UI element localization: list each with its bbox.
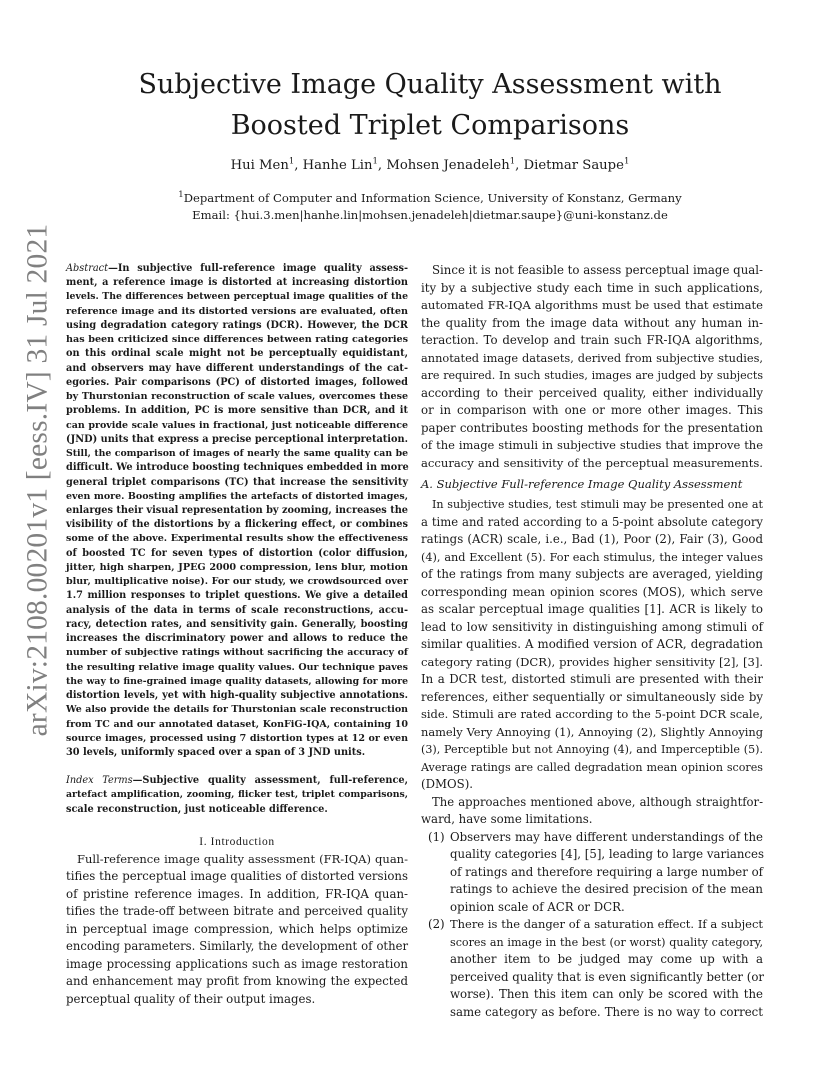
- paragraph: [421, 496, 763, 794]
- text-line: (3), Perceptible but not Annoying (4), and Imperceptible (5).: [421, 743, 763, 756]
- text-line: perceived quality that is even significantly better (or: [450, 969, 765, 984]
- list-item-number: (2): [428, 917, 445, 931]
- text-line: Observers may have different understandings of the: [450, 829, 763, 844]
- text-line: ratings (ACR) scale, i.e., Bad (1), Poor (2), Fair (3), Good: [421, 532, 763, 546]
- title-line: Boosted Triplet Comparisons: [230, 110, 630, 141]
- text-line: has been criticized since differences between rating categories: [66, 334, 408, 346]
- text-line: levels. The differences between perceptual image qualities of the: [66, 291, 408, 303]
- text-line: (JND) units that express a precise perceptional interpretation.: [66, 433, 408, 445]
- abstract-text: In subjective full-reference image quality assess-: [117, 263, 408, 274]
- affiliation-mark: 1: [178, 190, 184, 201]
- arxiv-sidebar: [18, 223, 58, 737]
- limitations-list: [421, 829, 763, 1022]
- text-line: or in comparison with one or more other images. This: [421, 403, 763, 417]
- text-line: 1.7 million responses to triplet questions. We give a detailed: [66, 590, 408, 602]
- text-line: perceptual quality of their output images.: [66, 991, 316, 1006]
- text-line: tifies the trade-off between bitrate and perceived quality: [66, 904, 408, 919]
- text-line: encoding parameters. Similarly, the development of other: [66, 939, 408, 954]
- text-line: In subjective studies, test stimuli may be presented one at: [432, 498, 763, 511]
- text-line: egories. Pair comparisons (PC) of distorted images, followed: [66, 376, 408, 388]
- text-line: corresponding mean opinion scores (MOS), which serve: [421, 584, 763, 599]
- text-line: 30 levels, uniformly spaced over a span of 3 JND units.: [66, 746, 366, 758]
- text-line: (DMOS).: [421, 777, 474, 791]
- text-line: accuracy and sensitivity of the perceptual measurements.: [421, 455, 763, 470]
- text-line: of the image stimuli in subjective studies that improve the: [421, 438, 763, 452]
- text-line: same category as before. There is no way to correct: [450, 1004, 763, 1019]
- text-line: are required. In such studies, images are judged by subjects: [421, 369, 763, 382]
- text-line: Full-reference image quality assessment (FR-IQA) quan-: [77, 851, 408, 866]
- text-line: and observers may have different understandings of the cat-: [66, 362, 408, 374]
- text-line: lead to low sensitivity in distinguishing among stimuli of: [421, 619, 763, 634]
- text-line: category rating (DCR), provides higher sensitivity [2], [3].: [421, 654, 763, 669]
- text-line: as scalar perceptual image qualities [1]. ACR is likely to: [421, 602, 763, 616]
- text-line: increases the discriminatory power and allows to reduce the: [66, 633, 408, 645]
- index-terms-text: Subjective quality assessment, full-reference,: [142, 775, 408, 787]
- text-line: (4), and Excellent (5). For each stimulus, the integer values: [421, 550, 763, 564]
- author-separator: ,: [377, 158, 387, 173]
- paragraph: [421, 262, 763, 472]
- text-line: The approaches mentioned above, although straightfor-: [432, 794, 763, 809]
- affiliation: [70, 191, 790, 205]
- arxiv-identifier: arXiv:2108.00201v1 [eess.IV] 31 Jul 2021: [21, 223, 54, 737]
- abstract: [66, 262, 408, 760]
- text-line: side. Stimuli are rated according to the 5-point DCR scale,: [421, 707, 763, 721]
- author-separator: ,: [294, 158, 303, 173]
- paragraph: [421, 794, 763, 829]
- text-line: a time and rated according to a 5-point absolute category: [421, 514, 763, 529]
- affiliation-mark: 1: [372, 156, 378, 167]
- text-line: worse). Then this item can only be scored with the: [450, 987, 763, 1001]
- right-column: [421, 262, 763, 1021]
- text-line: the resulting relative image quality values. Our technique paves: [66, 661, 408, 673]
- text-line: some of the above. Experimental results show the effectiveness: [66, 533, 408, 545]
- affiliation-mark: 1: [288, 156, 295, 167]
- text-line: distortion levels, yet with high-quality subjective annotations.: [66, 690, 408, 702]
- text-line: enlarges their visual representation by zooming, increases the: [66, 504, 408, 516]
- text-line: tifies the perceptual image qualities of distorted versions: [66, 869, 408, 884]
- text-line: In a DCR test, distorted stimuli are presented with their: [421, 672, 763, 686]
- affiliation-mark: 1: [623, 156, 630, 167]
- author-name: Mohsen Jenadeleh: [386, 158, 510, 173]
- text-line: Since it is not feasible to assess perceptual image qual-: [432, 263, 763, 277]
- text-line: paper contributes boosting methods for the presentation: [421, 420, 763, 435]
- text-line: references, either sequentially or simultaneously side by: [421, 689, 763, 704]
- text-line: similar qualities. A modified version of ACR, degradation: [421, 637, 763, 651]
- text-line: opinion scale of ACR or DCR.: [450, 899, 625, 914]
- left-column: [66, 262, 408, 1008]
- author-name: Hanhe Lin: [302, 158, 373, 173]
- section-heading: I. Introduction: [199, 835, 275, 848]
- affiliation-text: Department of Computer and Information Science, University of Konstanz, Germany: [183, 191, 682, 205]
- text-line: in perceptual image compression, which helps optimize: [66, 921, 408, 936]
- email-line: Email: {hui.3.men|hanhe.lin|mohsen.jenadeleh|dietmar.saupe}@uni-konstanz.de: [192, 208, 668, 222]
- text-line: scale reconstruction, just noticeable difference.: [66, 803, 328, 815]
- author-name: Dietmar Saupe: [523, 158, 624, 173]
- text-line: artefact amplification, zooming, flicker test, triplet comparisons,: [66, 789, 408, 801]
- list-item-number: (1): [428, 829, 445, 844]
- text-line: using degradation category ratings (DCR). However, the DCR: [66, 319, 408, 331]
- text-line: analysis of the data in terms of scale reconstructions, accu-: [66, 604, 408, 616]
- intro-paragraph: [66, 851, 408, 1009]
- text-line: Average ratings are called degradation mean opinion scores: [421, 760, 763, 774]
- paper-title: [70, 64, 790, 146]
- text-line: jitter, high sharpen, JPEG 2000 compression, lens blur, motion: [66, 561, 408, 573]
- author-separator: ,: [515, 158, 524, 173]
- text-line: of pristine reference images. In addition, FR-IQA quan-: [66, 886, 408, 901]
- text-line: ratings to achieve the desired precision of the mean: [450, 882, 763, 896]
- abstract-line: Abstract—In subjective full-reference image quality assess-: [66, 263, 408, 274]
- text-line: according to their perceived quality, either individually: [421, 385, 763, 400]
- text-line: source images, processed using 7 distortion types at 12 or even: [66, 732, 408, 744]
- text-line: by Thurstonian reconstruction of scale values, overcomes these: [66, 391, 408, 403]
- author-list: [70, 158, 790, 173]
- text-line: image processing applications such as image restoration: [66, 956, 408, 971]
- text-line: visibility of the distortions by a flickering effect, or combines: [66, 519, 408, 531]
- text-line: can provide scale values in fractional, just noticeable difference: [66, 419, 408, 431]
- text-line: from TC and our annotated dataset, KonFiG-IQA, containing 10: [66, 718, 408, 730]
- text-line: problems. In addition, PC is more sensitive than DCR, and it: [66, 405, 408, 417]
- text-line: annotated image datasets, derived from subjective studies,: [421, 350, 763, 365]
- text-line: Still, the comparison of images of nearly the same quality can be: [66, 448, 408, 460]
- text-line: ment, a reference image is distorted at increasing distortion: [66, 277, 408, 289]
- list-item: [421, 829, 763, 917]
- text-line: even more. Boosting amplifies the artefacts of distorted images,: [66, 490, 408, 502]
- text-line: and enhancement may profit from knowing the expected: [66, 974, 408, 989]
- abstract-label: Abstract: [66, 263, 109, 274]
- text-line: We also provide the details for Thurstonian scale reconstruction: [66, 704, 408, 716]
- author-name: Hui Men: [230, 158, 289, 173]
- title-line: Subjective Image Quality Assessment with: [138, 69, 722, 100]
- text-line: difficult. We introduce boosting techniques embedded in more: [66, 462, 409, 474]
- subsection-heading: A. Subjective Full-reference Image Quality Assessment: [421, 477, 743, 491]
- affiliation-mark: 1: [509, 156, 516, 167]
- text-line: namely Very Annoying (1), Annoying (2), Slightly Annoying: [421, 724, 763, 739]
- list-item: [421, 916, 763, 1021]
- index-terms: [66, 774, 408, 817]
- text-line: ward, have some limitations.: [421, 812, 593, 826]
- text-line: blur, multiplicative noise). For our study, we crowdsourced over: [66, 576, 408, 588]
- text-line: ity by a subjective study each time in such applications,: [421, 280, 763, 295]
- text-line: the way to fine-grained image quality datasets, allowing for more: [66, 675, 408, 687]
- text-line: automated FR-IQA algorithms must be used that estimate: [421, 298, 763, 312]
- text-line: reference image and its distorted versions are evaluated, often: [66, 305, 408, 317]
- text-line: another item to be judged may come up with a: [450, 952, 763, 966]
- text-line: scores an image in the best (or worst) quality category,: [450, 935, 763, 949]
- index-terms-label: Index Terms: [66, 775, 133, 787]
- text-line: quality categories [4], [5], leading to large variances: [450, 847, 764, 861]
- index-terms-line: Index Terms—Subjective quality assessment, full-reference,: [66, 775, 408, 787]
- text-line: number of subjective ratings without sacrificing the accuracy of: [66, 647, 408, 659]
- text-line: general triplet comparisons (TC) that increase the sensitivity: [66, 476, 408, 488]
- text-line: the quality from the image data without any human in-: [421, 315, 763, 330]
- text-line: of the ratings from many subjects are averaged, yielding: [421, 567, 763, 581]
- text-line: teraction. To develop and train such FR-IQA algorithms,: [421, 333, 763, 347]
- text-line: racy, detection rates, and sensitivity gain. Generally, boosting: [66, 618, 408, 630]
- text-line: of boosted TC for seven types of distortion (color diffusion,: [66, 547, 408, 559]
- text-line: There is the danger of a saturation effect. If a subject: [450, 917, 763, 931]
- text-line: of ratings and therefore requiring a large number of: [450, 864, 763, 879]
- text-line: on this ordinal scale might not be perceptually equidistant,: [66, 348, 408, 360]
